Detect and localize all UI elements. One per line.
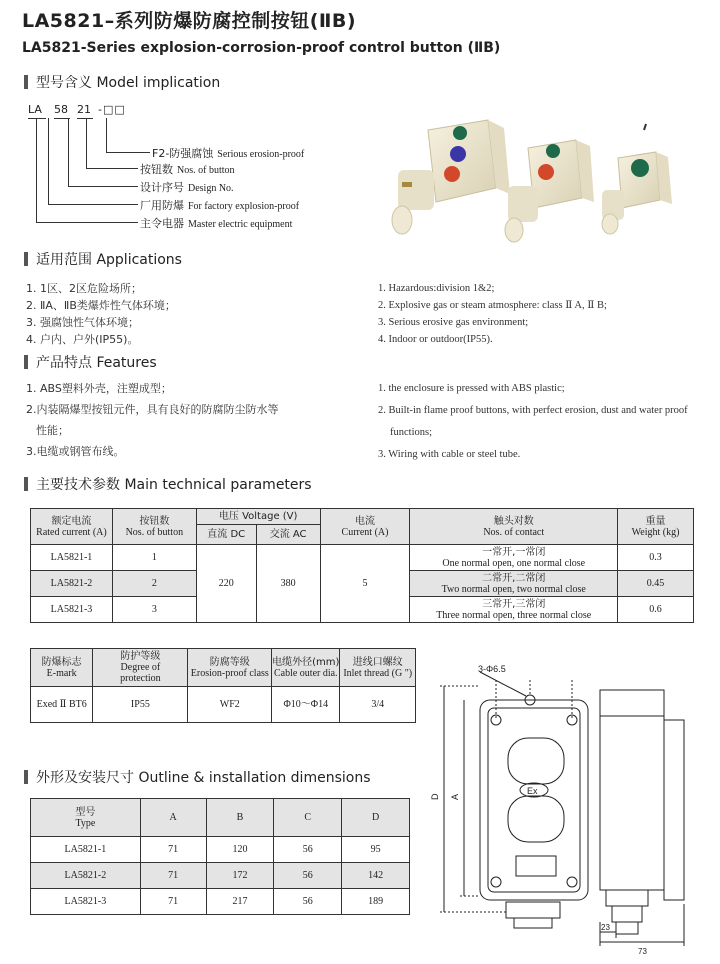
table-row: Exed Ⅱ BT6 IP55 WF2 Φ10～Φ14 3/4 (31, 687, 416, 723)
model-code-21: 21 (77, 103, 91, 116)
header-ac: 交流 AC (256, 525, 320, 545)
model-item-4: 厂用防爆 For factory explosion-proof (140, 199, 300, 212)
header-contact: 触头对数 Nos. of contact (410, 509, 618, 545)
section-heading-model: 型号含义 Model implication (24, 72, 220, 92)
model-code-diagram (28, 103, 358, 233)
section-heading-applications: 适用范围 Applications (24, 249, 182, 269)
parameters-table (30, 508, 694, 623)
mark-table: 防爆标志 E-mark 防护等级 Degree of protection 防腐等级 Erosion-proof class 电缆外径(mm) Cable outer dia. 进线口螺纹 Inlet thread (G ") Exed Ⅱ BT6 IP55 WF2 Φ10～Φ14 3/4 (30, 648, 416, 723)
table-row: LA5821-3 3 三常开,三常闭 Three normal open, three normal close 0.6 (31, 597, 694, 623)
table-row: LA5821-3 71 217 56 189 (31, 889, 410, 915)
product-two-button (505, 140, 594, 242)
applications-list-en: 1. Hazardous:division 1&2; 2. Explosive gas or steam atmosphere: class Ⅱ A, Ⅱ B; 3. Serious erosive gas environment; 4. Indoor or outdoor(IP55). (378, 283, 607, 345)
value-ac: 380 (256, 545, 320, 623)
value-current: 5 (320, 545, 410, 623)
header-rated-current: 额定电流 Rated current (A) (31, 509, 113, 545)
header-nos-button: 按钮数 Nos. of button (112, 509, 196, 545)
features-list-en: 1. the enclosure is pressed with ABS plastic; 2. Built-in flame proof buttons, with perfect erosion, dust and water proof functions; 3. Wiring with cable or steel tube. (378, 383, 688, 460)
header-dc: 直流 DC (196, 525, 256, 545)
section-heading-features: 产品特点 Features (24, 352, 157, 372)
product-one-button (602, 124, 672, 234)
model-code-la: LA (28, 103, 42, 116)
dim-73-label: 73 (638, 947, 647, 955)
features-list-cn: 1. ABS塑料外壳，注塑成型； 2.内装隔爆型按钮元件，具有良好的防腐防尘防水等 性能； 3.电缆或钢管布线。 (26, 382, 279, 458)
product-three-button (392, 120, 510, 234)
model-item-5: 主令电器 Master electric equipment (140, 217, 293, 230)
page-title-en: LA5821-Series explosion-corrosion-proof control button (ⅡB) (22, 40, 501, 56)
dim-d-label: D (430, 793, 440, 800)
outline-drawing (430, 660, 715, 955)
section-heading-dims: 外形及安装尺寸 Outline & installation dimensions (24, 767, 371, 787)
header-weight: 重量 Weight (kg) (618, 509, 694, 545)
model-item-3: 设计序号 Design No. (140, 181, 234, 194)
table-row: LA5821-2 71 172 56 142 (31, 863, 410, 889)
applications-list-cn: 1. 1区、2区危险场所； 2. ⅡA、ⅡB类爆炸性气体环境； 3. 强腐蚀性气体环境； 4. 户内、户外(IP55)。 (26, 282, 176, 346)
dim-23-label: 23 (601, 923, 610, 932)
page-title-cn: LA5821–系列防爆防腐控制按钮(ⅡB) (22, 10, 357, 32)
section-bar (24, 75, 28, 89)
dim-a-label: A (450, 793, 460, 800)
dimensions-table: 型号 Type A B C D LA5821-1 71 120 56 95 LA5821-2 71 172 56 142 LA5821-3 71 217 56 189 (30, 798, 410, 915)
value-dc: 220 (196, 545, 256, 623)
section-heading-params: 主要技术参数 Main technical parameters (24, 474, 312, 494)
model-item-1: F2-防强腐蚀 Serious erosion-proof (152, 147, 305, 160)
product-photo (388, 110, 688, 250)
model-code-suffix: -□□ (98, 103, 126, 116)
header-voltage: 电压 Voltage (V) (196, 509, 320, 525)
model-code-58: 58 (54, 103, 68, 116)
table-row: LA5821-2 2 二常开,二常闭 Two normal open, two normal close 0.45 (31, 571, 694, 597)
ex-mark-label: Ex (527, 786, 538, 796)
header-current: 电流 Current (A) (320, 509, 410, 545)
holes-label: 3-Φ6.5 (478, 664, 506, 674)
table-row: LA5821-1 71 120 56 95 (31, 837, 410, 863)
model-item-2: 按钮数 Nos. of button (140, 163, 235, 176)
table-row: LA5821-1 1 220 380 5 一常开,一常闭 One normal open, one normal close 0.3 (31, 545, 694, 571)
